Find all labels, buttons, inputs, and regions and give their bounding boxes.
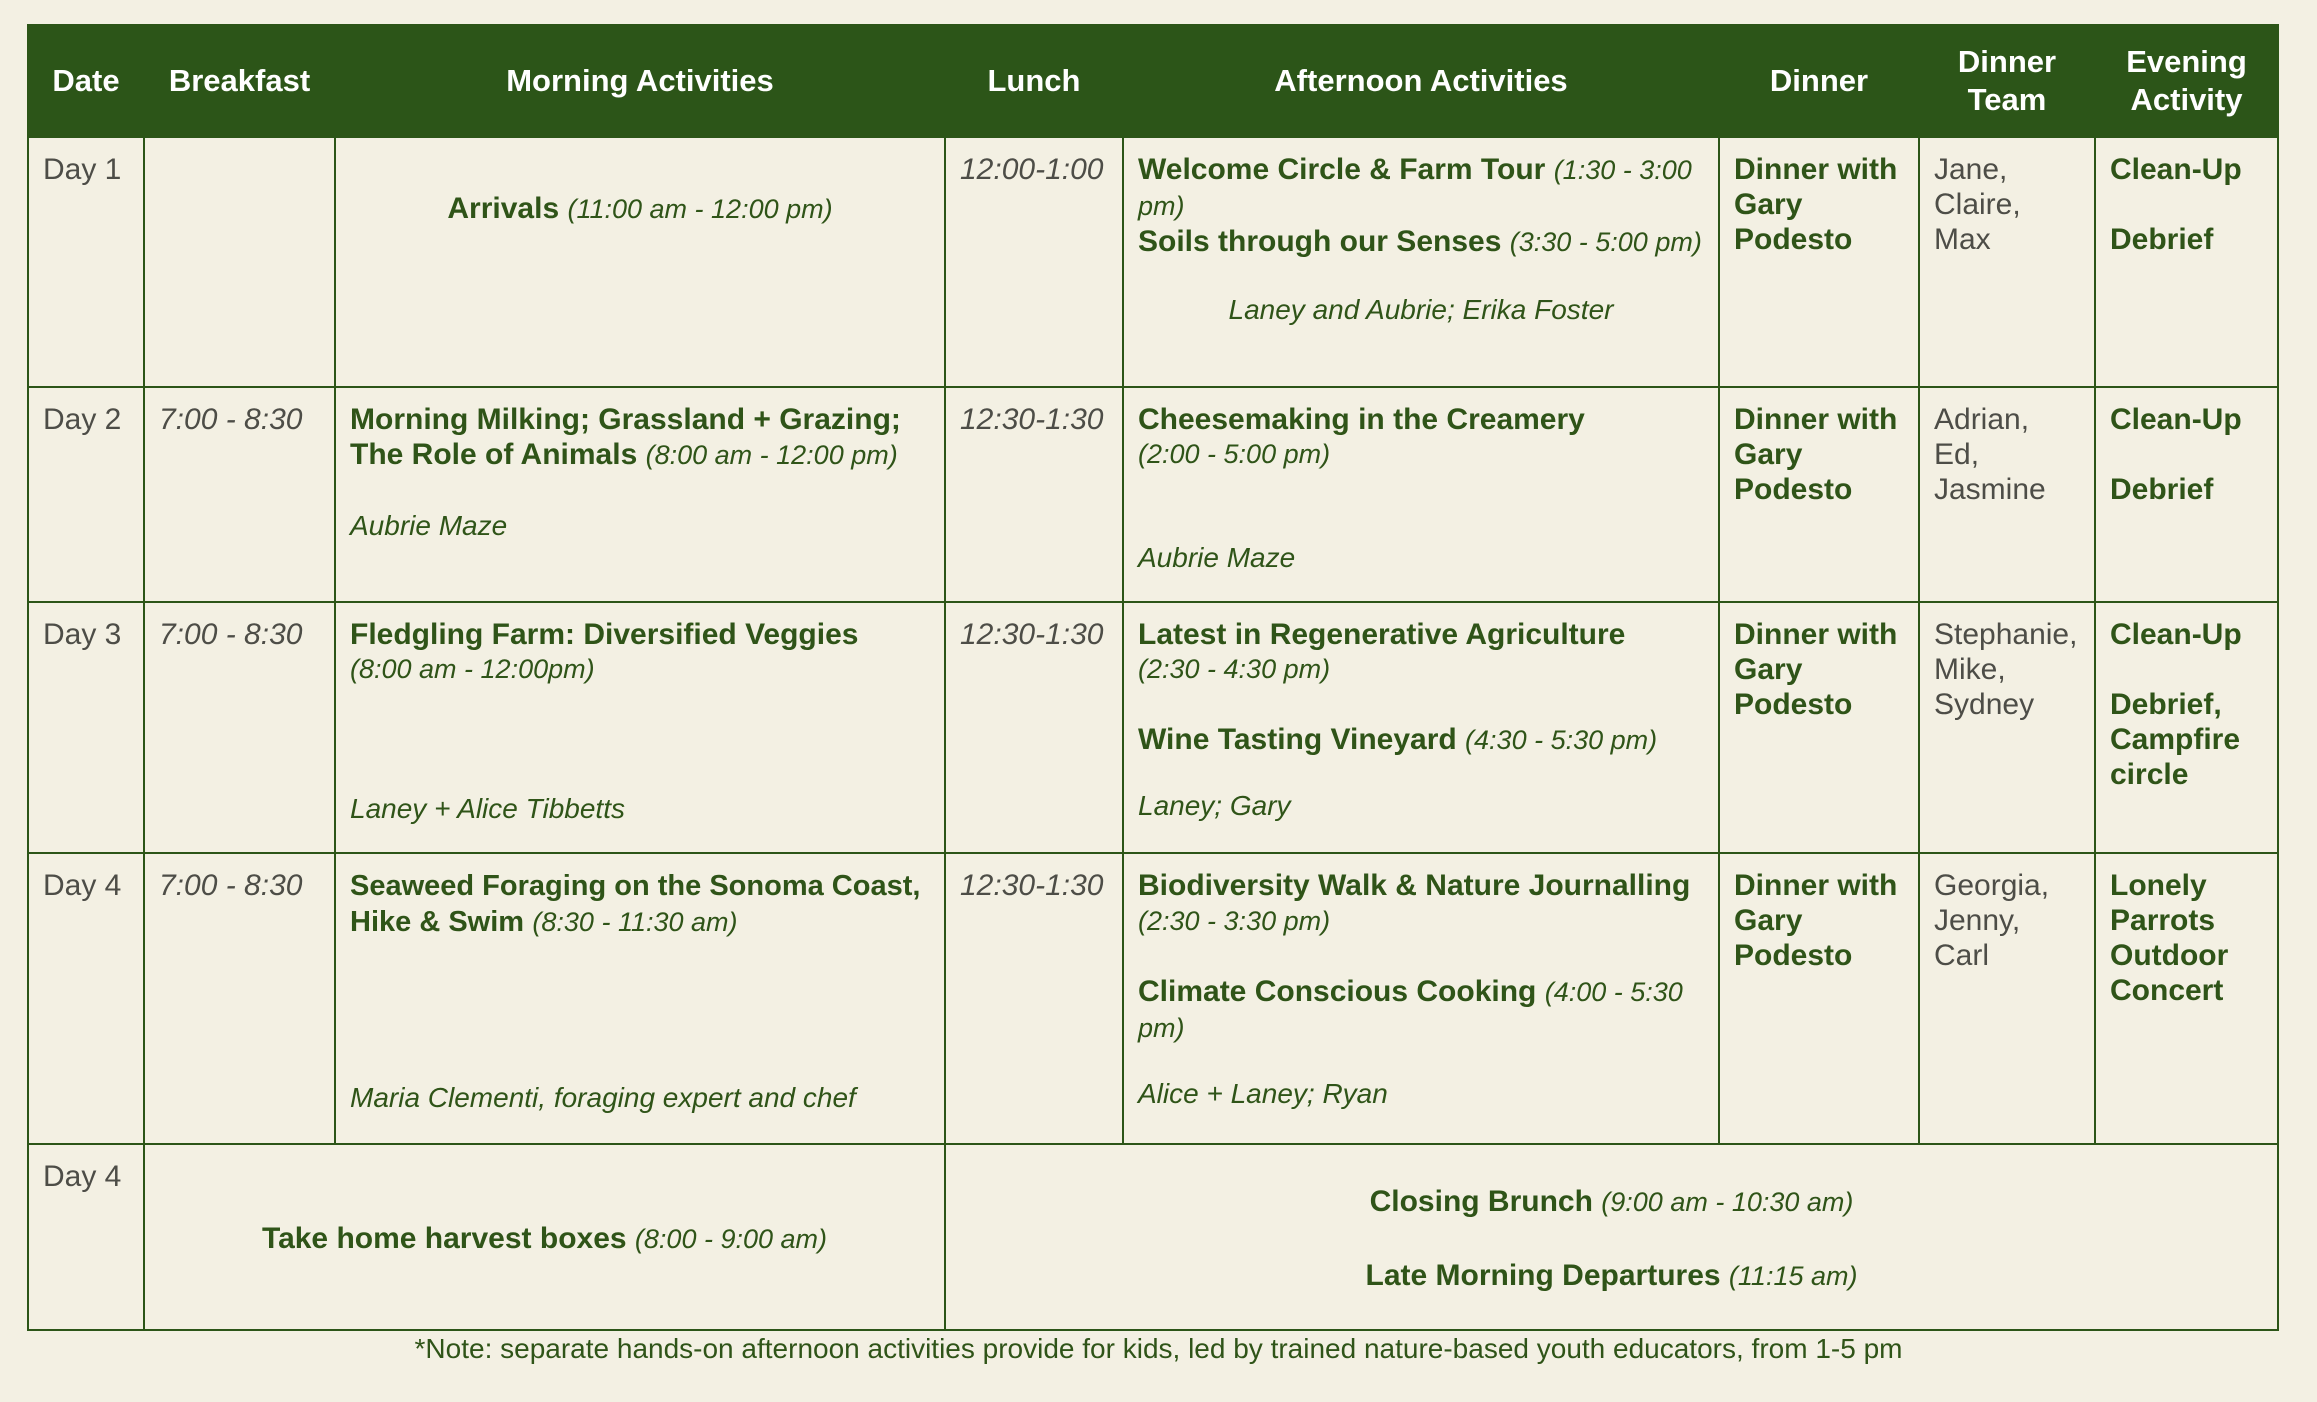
activity-title: Climate Conscious Cooking [1138, 975, 1537, 1008]
breakfast-cell [144, 137, 335, 387]
activity-time: (9:00 am - 10:30 am) [1601, 1187, 1854, 1217]
dinner-team-cell: Stephanie, Mike, Sydney [1919, 602, 2095, 853]
activity-leaders: Laney + Alice Tibbetts [350, 793, 625, 824]
evening-item: Clean-Up [2110, 618, 2242, 651]
activity-time: (3:30 - 5:00 pm) [1509, 227, 1702, 257]
activity-time: (8:30 - 11:30 am) [532, 907, 738, 937]
table-row [28, 387, 2278, 602]
activity-time: (8:00 - 9:00 am) [634, 1224, 828, 1254]
table-row-final-day [28, 1144, 2278, 1330]
header-dinner: Dinner [1719, 25, 1919, 137]
lunch-cell: 12:30-1:30 [945, 387, 1123, 602]
activity-leaders: Aubrie Maze [1138, 542, 1296, 573]
morning-cell [335, 602, 945, 853]
activity-leaders: Maria Clementi, foraging expert and chef [350, 1082, 856, 1113]
activity-title: Biodiversity Walk & Nature Journalling [1138, 869, 1691, 902]
activity-time: (8:00 am - 12:00 pm) [645, 440, 898, 470]
header-lunch: Lunch [945, 25, 1123, 137]
activity-title: Late Morning Departures [1365, 1259, 1721, 1292]
activity-time: (2:30 - 4:30 pm) [1138, 654, 1331, 684]
activity-time: (4:00 - 5:30 pm) [1138, 977, 1683, 1043]
dinner-team-cell: Georgia, Jenny, Carl [1919, 853, 2095, 1144]
dinner-cell: Dinner with Gary Podesto [1719, 602, 1919, 853]
header-dinner-team: Dinner Team [1919, 25, 2095, 137]
header-evening-activity: Evening Activity [2095, 25, 2278, 137]
morning-cell [335, 387, 945, 602]
activity-time: (1:30 - 3:00 pm) [1138, 155, 1692, 221]
breakfast-cell: 7:00 - 8:30 [144, 387, 335, 602]
activity-title: Soils through our Senses [1138, 225, 1502, 258]
evening-item: Debrief, Campfire circle [2110, 688, 2241, 791]
dinner-team-cell: Adrian, Ed, Jasmine [1919, 387, 2095, 602]
evening-cell [2095, 387, 2278, 602]
lunch-cell: 12:00-1:00 [945, 137, 1123, 387]
afternoon-cell [1123, 137, 1719, 387]
activity-time: (11:00 am - 12:00 pm) [567, 194, 833, 224]
breakfast-cell: 7:00 - 8:30 [144, 853, 335, 1144]
activity-title: Take home harvest boxes [261, 1222, 627, 1255]
date-cell: Day 3 [28, 602, 144, 853]
lunch-cell: 12:30-1:30 [945, 602, 1123, 853]
footnote: *Note: separate hands-on afternoon activities provide for kids, led by trained nature-based youth educators, from 1-5 pm [414, 1333, 1903, 1364]
activity-leaders: Alice + Laney; Ryan [1138, 1078, 1388, 1109]
activity-time: (2:30 - 3:30 pm) [1138, 906, 1331, 936]
morning-cell [335, 137, 945, 387]
activity-title: Cheesemaking in the Creamery [1138, 403, 1585, 436]
activity-time: (2:00 - 5:00 pm) [1138, 439, 1331, 469]
activity-leaders: Laney; Gary [1138, 790, 1291, 821]
activity-title: Morning Milking; Grassland + Grazing; The Role of Animals [350, 403, 901, 471]
table-row [28, 137, 2278, 387]
dinner-cell: Dinner with Gary Podesto [1719, 853, 1919, 1144]
dinner-cell: Dinner with Gary Podesto [1719, 387, 1919, 602]
dinner-cell: Dinner with Gary Podesto [1719, 137, 1919, 387]
afternoon-cell [1123, 602, 1719, 853]
afternoon-cell [1123, 853, 1719, 1144]
evening-item: Debrief [2110, 223, 2214, 256]
activity-time: (8:00 am - 12:00pm) [350, 654, 595, 684]
header-breakfast: Breakfast [144, 25, 335, 137]
evening-cell [2095, 137, 2278, 387]
evening-item: Debrief [2110, 473, 2214, 506]
date-cell: Day 2 [28, 387, 144, 602]
evening-cell [2095, 602, 2278, 853]
activity-title: Closing Brunch [1369, 1185, 1593, 1218]
evening-cell [2095, 853, 2278, 1144]
afternoon-cell [1123, 387, 1719, 602]
header-afternoon-activities: Afternoon Activities [1123, 25, 1719, 137]
date-cell: Day 1 [28, 137, 144, 387]
evening-item: Clean-Up [2110, 403, 2242, 436]
activity-title: Wine Tasting Vineyard [1138, 723, 1457, 756]
activity-leaders: Laney and Aubrie; Erika Foster [1228, 294, 1614, 325]
activity-title: Seaweed Foraging on the Sonoma Coast, Hike & Swim [350, 870, 921, 938]
schedule-table [27, 24, 2279, 1331]
morning-cell [335, 853, 945, 1144]
lunch-cell: 12:30-1:30 [945, 853, 1123, 1144]
header-date: Date [28, 25, 144, 137]
date-cell: Day 4 [28, 1144, 144, 1330]
header-morning-activities: Morning Activities [335, 25, 945, 137]
activity-title: Welcome Circle & Farm Tour [1138, 153, 1546, 186]
activity-title: Latest in Regenerative Agriculture [1138, 618, 1626, 651]
activity-leaders: Aubrie Maze [350, 510, 508, 541]
header-row [28, 25, 2278, 137]
breakfast-cell: 7:00 - 8:30 [144, 602, 335, 853]
activity-title: Arrivals [447, 192, 560, 225]
activity-time: (11:15 am) [1728, 1261, 1858, 1291]
date-cell: Day 4 [28, 853, 144, 1144]
table-row [28, 853, 2278, 1144]
evening-item: Lonely Parrots Outdoor Concert [2110, 869, 2229, 1007]
harvest-box-cell [144, 1144, 945, 1330]
table-row [28, 602, 2278, 853]
dinner-team-cell: Jane, Claire, Max [1919, 137, 2095, 387]
closing-cell [945, 1144, 2278, 1330]
activity-time: (4:30 - 5:30 pm) [1465, 725, 1658, 755]
evening-item: Clean-Up [2110, 153, 2242, 186]
activity-title: Fledgling Farm: Diversified Veggies [350, 618, 859, 651]
